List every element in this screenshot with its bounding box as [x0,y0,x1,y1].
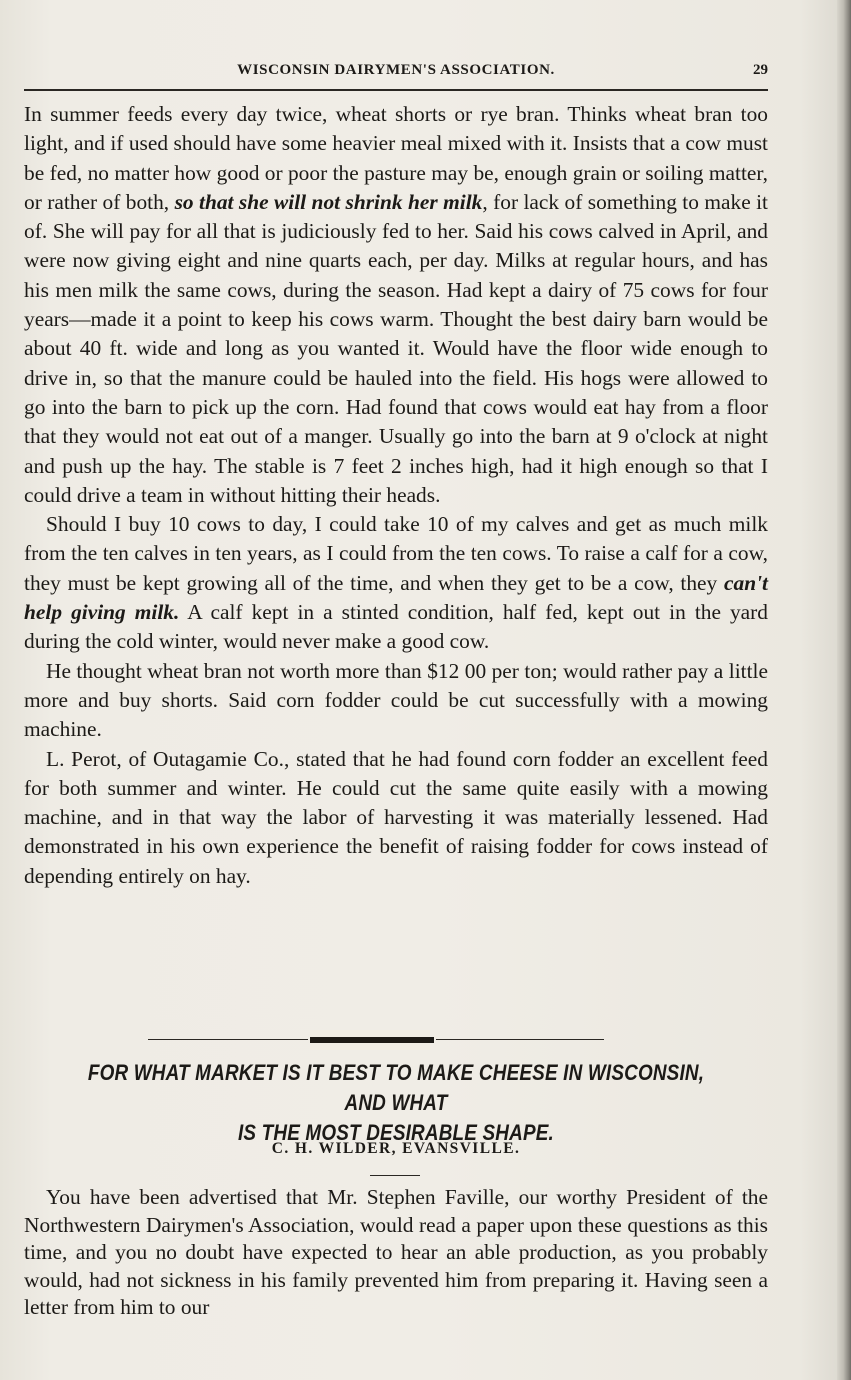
divider-line-right [436,1039,604,1040]
paragraph-introduction: You have been advertised that Mr. Stephen Faville, our worthy President of the Northwestern Dairymen's Association, would read a paper upon these questions as this time, and you no doubt have expected to hear an able production, as you probably would, had not sickness in his family prevented him from preparing it. Having seen a letter from him to our [24,1185,768,1320]
italic-emphasis: can't help giving milk. [24,570,768,625]
author-byline: C. H. WILDER, EVANSVILLE. [271,1140,521,1157]
section-title-line-2: IS THE MOST DESIRABLE SHAPE. [238,1120,554,1145]
paragraph-text: A calf kept in a stinted condition, half fed, kept out in the yard during the cold winter, would never make a good cow. [24,600,768,654]
paragraph-text: In summer feeds every day twice, wheat shorts or rye bran. Thinks wheat bran too light, and if used should have some heavier meal mixed with it. Insists that a cow must be fed, no matter how good or poor the pasture may be, enough grain or soiling matter, or rather of both, [24,102,768,214]
paragraph-calves [24,510,768,656]
section-divider [148,1036,604,1044]
paragraph-text: Should I buy 10 cows to day, I could take 10 of my calves and get as much milk from the ten calves in ten years, as I could from the ten cows. To raise a calf for a cow, they must be kept growing all of the time, and when they get to be a cow, they [24,512,768,595]
divider-bar [310,1037,434,1043]
paragraph-wheat-bran: He thought wheat bran not worth more than $12 00 per ton; would rather pay a little more and buy shorts. Said corn fodder could be cut successfully with a mowing machine. [24,658,768,742]
paper-text [24,1184,768,1322]
section-title-line-1: FOR WHAT MARKET IS IT BEST TO MAKE CHEESE IN WISCONSIN, AND WHAT [87,1060,705,1115]
header-rule [24,89,768,91]
section-title [76,1058,716,1148]
page-edge-shadow [837,0,851,1380]
paragraph-perot: L. Perot, of Outagamie Co., stated that he had found corn fodder an excellent feed for both summer and winter. He could cut the same quite easily with a mowing machine, and in that way the labor of harvesting it was materially lessened. Had demonstrated in his own experience the benefit of raising fodder for cows instead of depending entirely on hay. [24,746,768,888]
byline-rule [370,1175,420,1176]
divider-line-left [148,1039,308,1040]
paragraph-feeding [24,100,768,510]
paragraph-text: , for lack of something to make it of. She will pay for all that is judiciously fed to her. Said his cows calved in April, and were now giving eight and nine quarts each, per day. Milks at regular hours, and has his men milk the same cows, during the season. Had kept a dairy of 75 cows for four years—made it a point to keep his cows warm. Thought the best dairy barn would be about 40 ft. wide and long as you wanted it. Would have the floor wide enough to drive in, so that the manure could be hauled into the field. His hogs were allowed to go into the barn to pick up the corn. Had found that cows would eat hay from a floor that they would not eat out of a manger. Usually go into the barn at 9 o'clock at night and push up the hay. The stable is 7 feet 2 inches high, had it high enough so that I could drive a team in without hitting their heads. [24,189,768,507]
page-number: 29 [753,62,768,78]
discussion-text [24,100,768,891]
italic-emphasis: so that she will not shrink her milk [174,189,483,214]
running-head: WISCONSIN DAIRYMEN'S ASSOCIATION. [237,62,555,78]
page-header [24,62,768,86]
